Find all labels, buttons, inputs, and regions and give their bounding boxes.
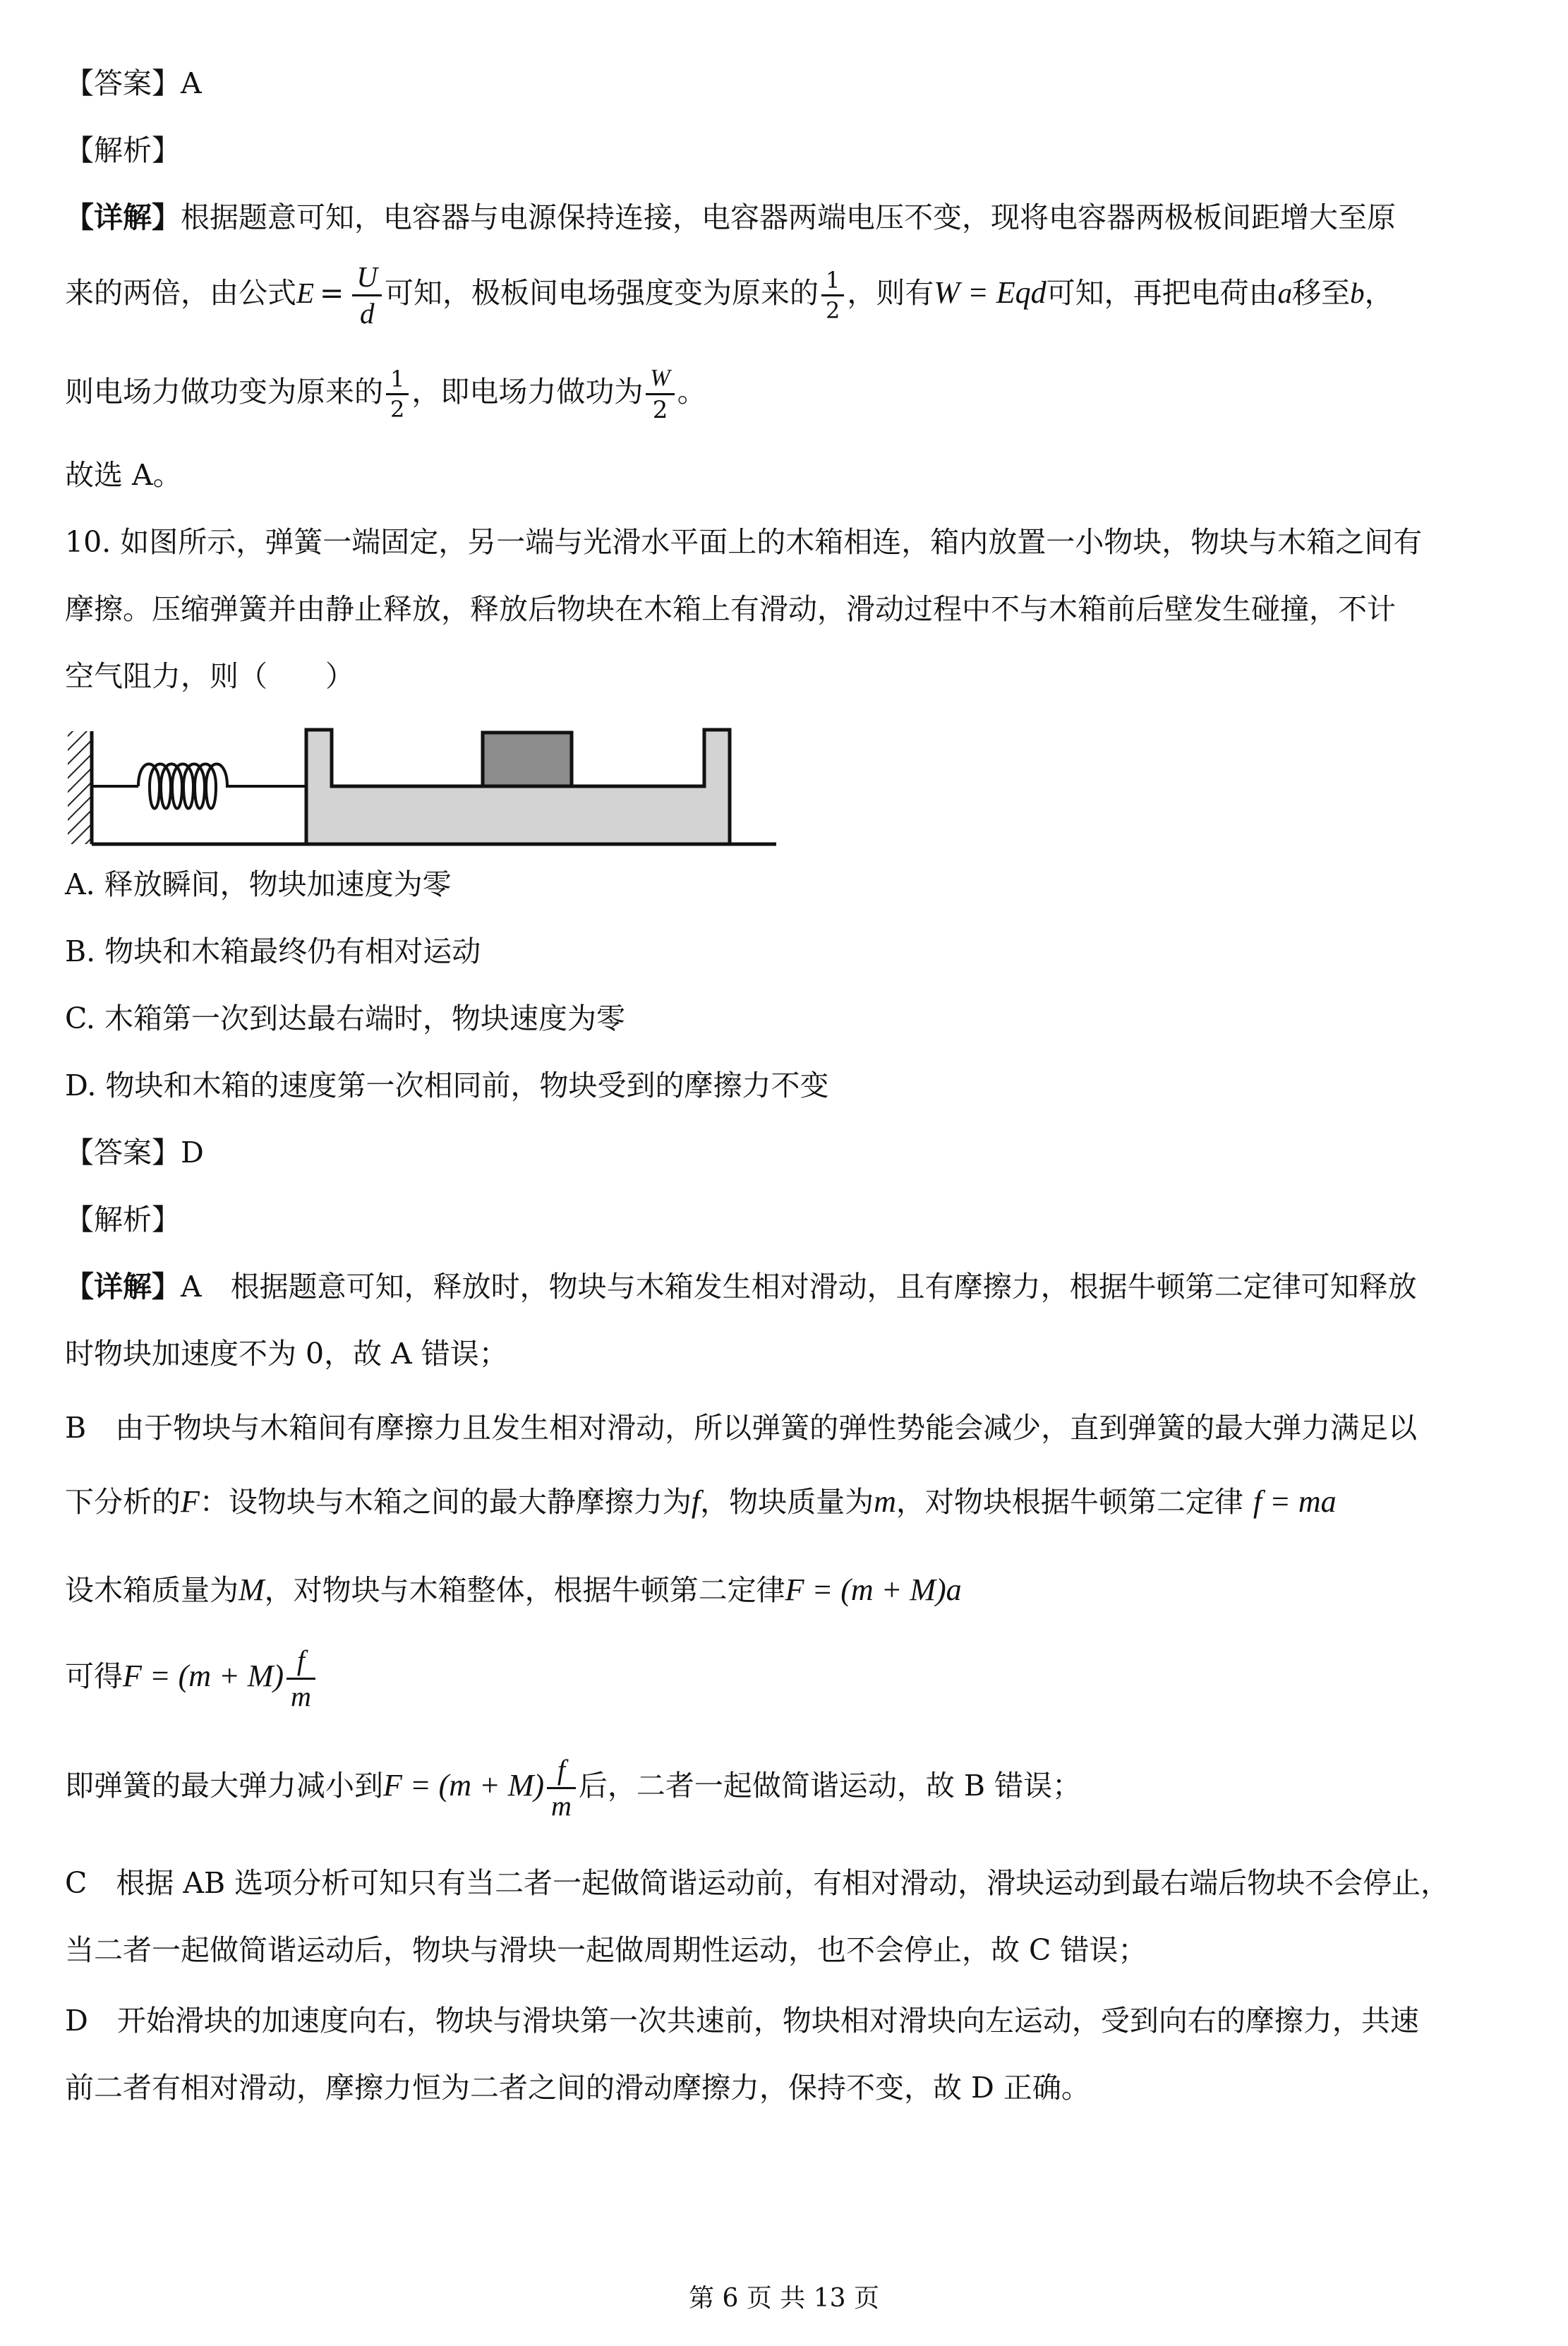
q10-detail-b-3 [65, 1570, 962, 1610]
option-b: B. 物块和木箱最终仍有相对运动 [65, 934, 481, 968]
q10-detail-a-1 [65, 1267, 1417, 1306]
small-block [483, 733, 572, 786]
q10-detail-c-1: C 根据 AB 选项分析可知只有当二者一起做简谐运动前，有相对滑动，滑块运动到最右端后物块不会停止， [65, 1866, 1450, 1900]
q10-detail-b-5 [65, 1754, 1081, 1820]
q9-detail-line-3 [65, 360, 706, 423]
q9-choose: 故选 A。 [65, 458, 182, 492]
fraction-U-over-d [352, 260, 382, 330]
math-E: E [296, 277, 315, 309]
q10-analysis-label: 【解析】 [65, 1203, 181, 1237]
frac-num: 1 [821, 269, 844, 296]
q10-stem-3: 空气阻力，则（ ） [65, 659, 354, 693]
frac-num: U [352, 263, 382, 296]
frac-den: m [291, 1680, 311, 1712]
q10-answer: 【答案】D [65, 1136, 204, 1169]
math-f: f [691, 1484, 701, 1519]
q9-text: 移至 [1292, 276, 1351, 310]
math-a: a [1277, 277, 1293, 309]
fraction-f-over-m [547, 1756, 576, 1820]
frac-num: W [646, 366, 674, 395]
q10-stem-2: 摩擦。压缩弹簧并由静止释放，释放后物块在木箱上有滑动，滑动过程中不与木箱前后壁发生碰撞，不计 [65, 592, 1396, 626]
q10-detail-d-1: D 开始滑块的加速度向右，物块与滑块第一次共速前，物块相对滑块向左运动，受到向右的摩擦力，共速 [65, 2004, 1419, 2038]
q10-text: ，对物块与木箱整体，根据牛顿第二定律 [264, 1573, 785, 1607]
q9-detail-label: 【详解】 [65, 200, 181, 234]
q10-stem-1: 10. 如图所示，弹簧一端固定，另一端与光滑水平面上的木箱相连，箱内放置一小物块，物块与木箱之间有 [65, 525, 1423, 559]
spring [92, 764, 306, 809]
math-F-mM: F = (m + M) [123, 1659, 284, 1693]
q10-text: ，对物块根据牛顿第二定律 [895, 1485, 1243, 1519]
q9-text: 。 [677, 375, 706, 409]
q9-text: 来的两倍，由公式 [65, 276, 296, 310]
frac-num: f [547, 1756, 576, 1789]
fraction-one-half [386, 368, 409, 421]
q10-text: 设木箱质量为 [65, 1573, 239, 1607]
q9-analysis-label: 【解析】 [65, 133, 181, 167]
q10-text: 可得 [65, 1659, 123, 1693]
q9-text: 可知，极板间电场强度变为原来的 [385, 276, 819, 310]
q9-text: 则电场力做功变为原来的 [65, 375, 383, 409]
math-m: m [874, 1484, 896, 1519]
option-a: A. 释放瞬间，物块加速度为零 [65, 867, 452, 901]
q9-detail-text-1: 根据题意可知，电容器与电源保持连接，电容器两端电压不变，现将电容器两极板间距增大至原 [181, 200, 1396, 234]
spring-box-diagram [62, 713, 782, 847]
option-c: C. 木箱第一次到达最右端时，物块速度为零 [65, 1001, 625, 1035]
frac-den: d [359, 297, 375, 330]
frac-den: m [551, 1790, 572, 1822]
fixed-wall-hatch [68, 731, 92, 844]
frac-den: 2 [826, 297, 840, 324]
q10-detail-label: 【详解】 [65, 1270, 181, 1304]
q10-detail-c-2: 当二者一起做简谐运动后，物块与滑块一起做周期性运动，也不会停止，故 C 错误； [65, 1933, 1147, 1967]
q10-detail-text-a: A 根据题意可知，释放时，物块与木箱发生相对滑动，且有摩擦力，根据牛顿第二定律可知释放 [181, 1270, 1417, 1304]
q10-text: 后，二者一起做简谐运动，故 B 错误； [578, 1769, 1082, 1803]
q10-detail-d-2: 前二者有相对滑动，摩擦力恒为二者之间的滑动摩擦力，保持不变，故 D 正确。 [65, 2071, 1090, 2105]
frac-num: 1 [386, 368, 409, 395]
q10-detail-b-2 [65, 1482, 1337, 1522]
math-F-mM-a: F = (m + M)a [785, 1572, 962, 1607]
q9-answer: 【答案】A [65, 66, 202, 100]
math-eq: = [320, 276, 344, 310]
q9-text: ，即电场力做功为 [411, 375, 644, 409]
q10-detail-a-2: 时物块加速度不为 0，故 A 错误； [65, 1337, 508, 1371]
q10-text: 即弹簧的最大弹力减小到 [65, 1769, 383, 1803]
math-F: F [181, 1484, 200, 1519]
q10-text: 下分析的 [65, 1485, 181, 1519]
fraction-f-over-m [287, 1644, 315, 1712]
math-F-mM: F = (m + M) [383, 1768, 544, 1803]
q10-text: ，物块质量为 [700, 1485, 874, 1519]
math-b: b [1350, 277, 1365, 309]
q9-text: 可知，再把电荷由 [1046, 276, 1278, 310]
q9-text: ，则有 [847, 276, 934, 310]
frac-den: 2 [390, 396, 405, 423]
q10-detail-b-4 [65, 1644, 318, 1711]
math-W-Eqd: W = Eqd [934, 275, 1047, 310]
page-footer: 第 6 页 共 13 页 [689, 2284, 879, 2313]
q9-text: ， [1364, 276, 1394, 310]
q10-detail-b-1: B 由于物块与木箱间有摩擦力且发生相对滑动，所以弹簧的弹性势能会减少，直到弹簧的最大弹力满足以 [65, 1411, 1418, 1445]
q9-detail-line-1 [65, 198, 1396, 237]
q10-text: ：设物块与木箱之间的最大静摩擦力为 [199, 1485, 692, 1519]
math-M: M [239, 1572, 265, 1607]
fraction-one-half [821, 269, 844, 322]
math-f-ma: f = ma [1253, 1484, 1337, 1519]
frac-num: f [287, 1647, 315, 1680]
frac-den: 2 [652, 396, 668, 424]
option-d: D. 物块和木箱的速度第一次相同前，物块受到的摩擦力不变 [65, 1069, 829, 1102]
fraction-W-over-2 [646, 366, 674, 422]
q9-detail-line-2 [65, 261, 1394, 328]
